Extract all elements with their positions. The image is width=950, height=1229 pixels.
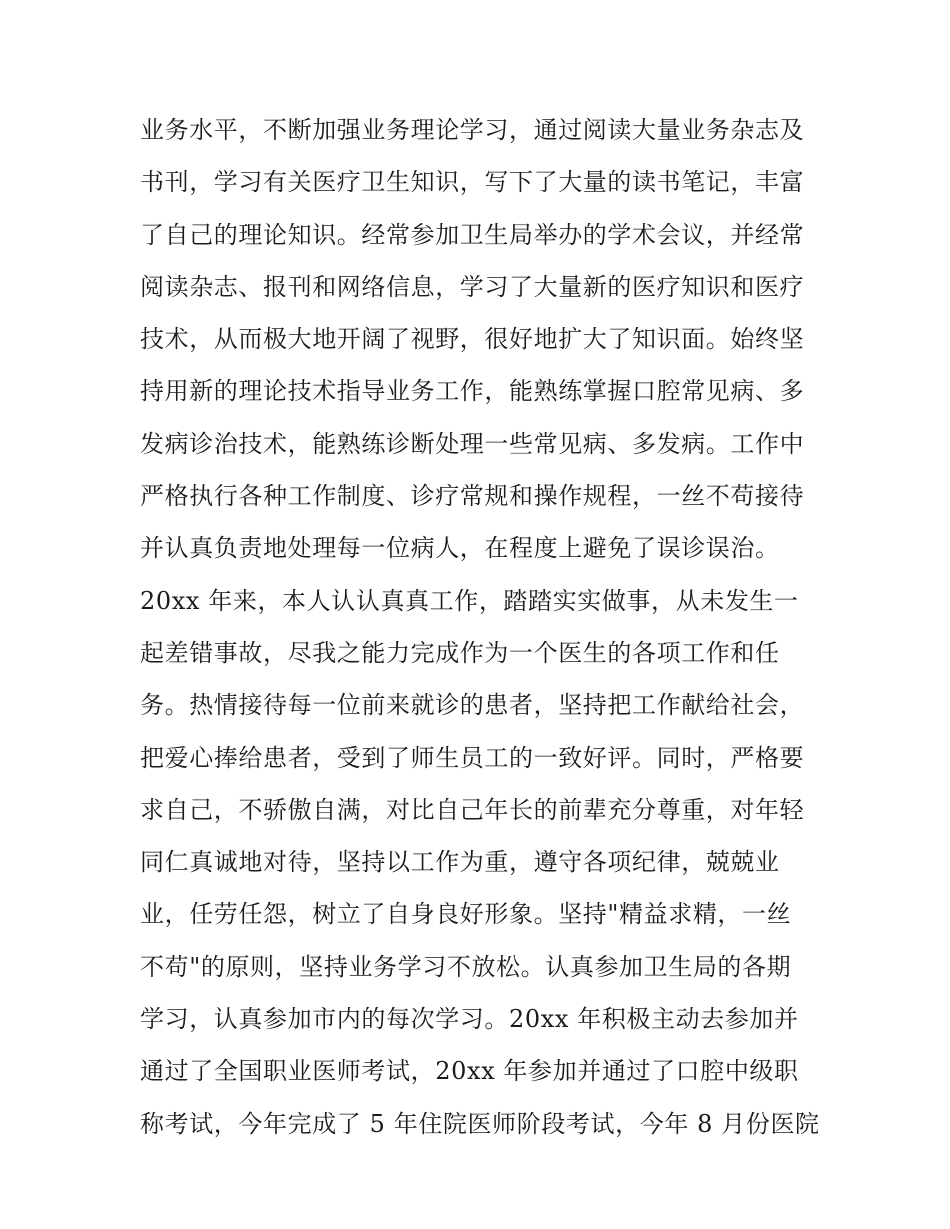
text-line: 并认真负责地处理每一位病人，在程度上避免了误诊误治。 bbox=[140, 534, 780, 563]
text-line: 业，任劳任怨，树立了自身良好形象。坚持"精益求精，一丝 bbox=[140, 900, 792, 929]
text-line: 同仁真诚地对待，坚持以工作为重，遵守各项纪律，兢兢业 bbox=[140, 848, 780, 877]
text-line: 技术，从而极大地开阔了视野，很好地扩大了知识面。始终坚 bbox=[140, 325, 805, 354]
text-line: 务。热情接待每一位前来就诊的患者，坚持把工作献给社会， bbox=[140, 691, 805, 720]
text-line: 称考试，今年完成了 5 年住院医师阶段考试，今年 8 月份医院 bbox=[140, 1109, 820, 1138]
text-line: 业务水平，不断加强业务理论学习，通过阅读大量业务杂志及 bbox=[140, 116, 805, 144]
text-line: 发病诊治技术，能熟练诊断处理一些常见病、多发病。工作中 bbox=[140, 429, 805, 458]
text-line: 持用新的理论技术指导业务工作，能熟练掌握口腔常见病、多 bbox=[140, 377, 805, 406]
body-text bbox=[140, 104, 820, 1150]
text-line: 书刊，学习有关医疗卫生知识，写下了大量的读书笔记，丰富 bbox=[140, 168, 805, 197]
text-line: 起差错事故，尽我之能力完成作为一个医生的各项工作和任 bbox=[140, 638, 780, 667]
text-line: 阅读杂志、报刊和网络信息，学习了大量新的医疗知识和医疗 bbox=[140, 272, 805, 301]
text-line: 把爱心捧给患者，受到了师生员工的一致好评。同时，严格要 bbox=[140, 743, 805, 772]
text-line: 了自己的理论知识。经常参加卫生局举办的学术会议，并经常 bbox=[140, 220, 805, 249]
text-line: 学习，认真参加市内的每次学习。20xx 年积极主动去参加并 bbox=[140, 1005, 799, 1034]
text-line: 20xx 年来，本人认认真真工作，踏踏实实做事，从未发生一 bbox=[140, 586, 799, 615]
text-line: 求自己，不骄傲自满，对比自己年长的前辈充分尊重，对年轻 bbox=[140, 795, 805, 824]
text-line: 不苟"的原则，坚持业务学习不放松。认真参加卫生局的各期 bbox=[140, 952, 792, 981]
text-line: 严格执行各种工作制度、诊疗常规和操作规程，一丝不苟接待 bbox=[140, 482, 805, 511]
text-line: 通过了全国职业医师考试，20xx 年参加并通过了口腔中级职 bbox=[140, 1057, 799, 1086]
